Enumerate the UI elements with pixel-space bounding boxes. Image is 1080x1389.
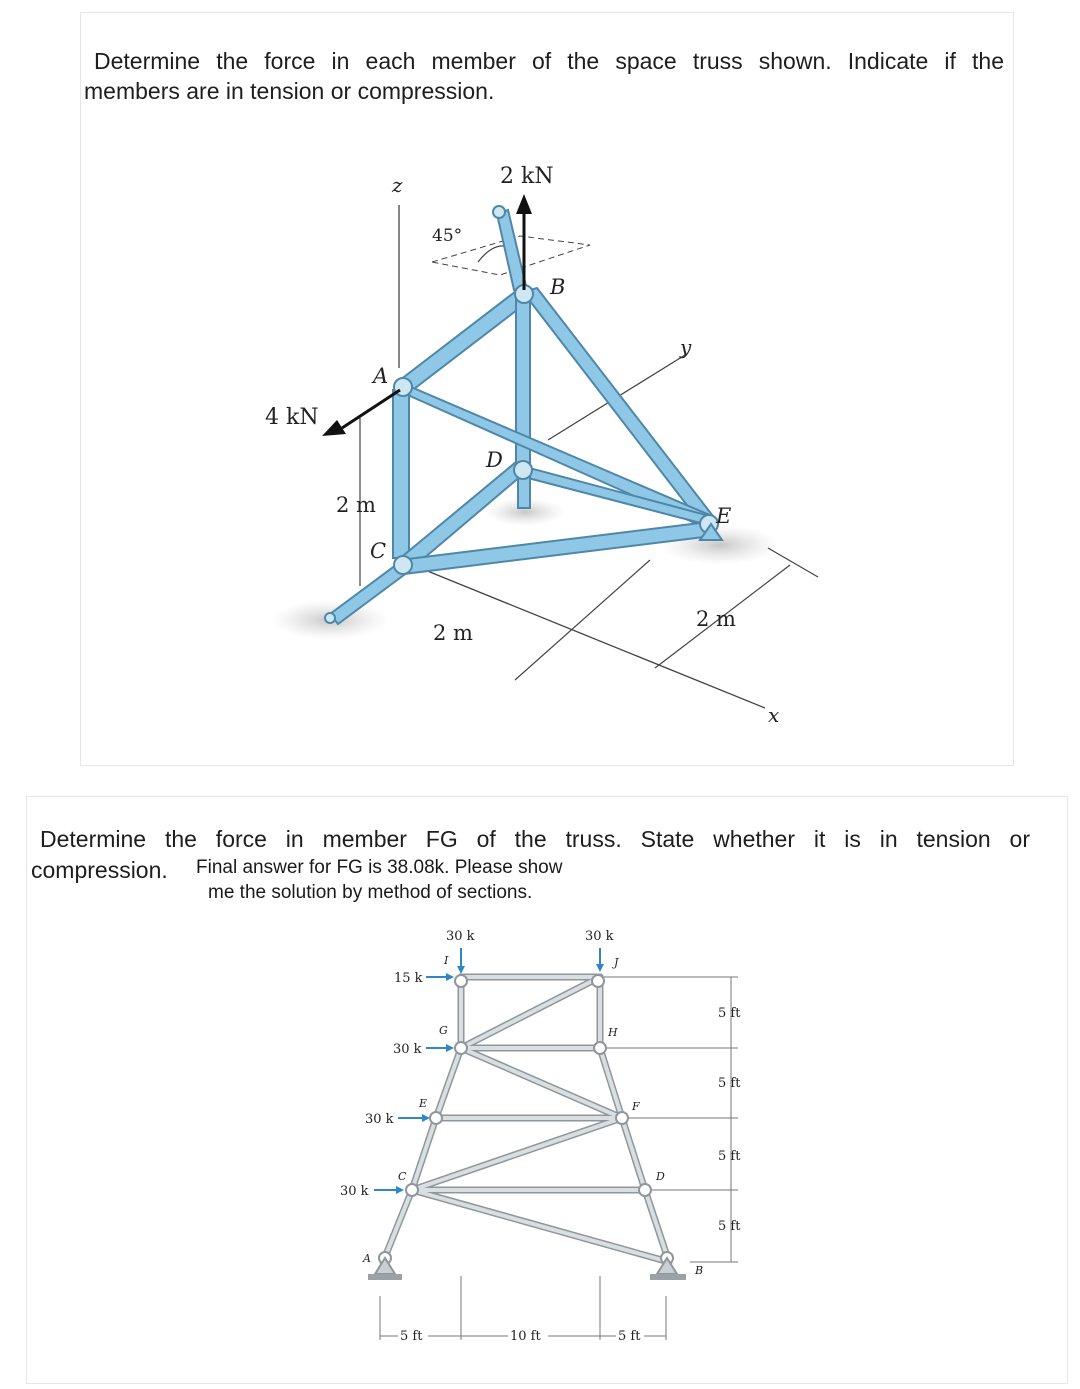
problem-1-statement-line-2: members are in tension or compression. — [84, 78, 495, 104]
side-load-g-label: 30 k — [393, 1042, 422, 1057]
joint-c-label: C — [398, 1170, 407, 1183]
joint-d — [514, 461, 532, 479]
horizontal-dim-3: 5 ft — [618, 1329, 641, 1344]
angle-label: 45° — [432, 226, 463, 246]
joint-c-support — [325, 613, 335, 623]
top-load-j-label: 30 k — [585, 929, 614, 944]
joint-g-label: G — [439, 1024, 448, 1037]
load-2kn-label: 2 kN — [500, 164, 554, 189]
joint-c — [394, 556, 412, 574]
problem-2-statement-line-2: compression. — [31, 857, 168, 883]
joint-e-label: E — [716, 504, 732, 528]
base-dimension-label: 2 m — [433, 621, 473, 645]
y-axis-label: y — [680, 335, 692, 359]
joint-f-label: F — [632, 1100, 640, 1113]
joint-c-label: C — [370, 539, 387, 563]
answer-note-line-2: me the solution by method of sections. — [208, 882, 533, 903]
side-load-c-label: 30 k — [340, 1184, 369, 1199]
answer-note-line-1: Final answer for FG is 38.08k. Please show — [196, 857, 563, 878]
base-dimension-line — [515, 560, 650, 680]
side-load-15k-label: 15 k — [394, 971, 423, 986]
problem-2-panel — [26, 796, 1068, 1384]
joint-b-label: B — [550, 275, 566, 299]
vertical-dim-2: 5 ft — [718, 1076, 741, 1091]
member-ac — [393, 390, 409, 558]
top-load-i-label: 30 k — [446, 929, 475, 944]
joint-d-label: D — [656, 1170, 665, 1183]
horizontal-dim-2: 10 ft — [510, 1329, 541, 1344]
horizontal-dim-1: 5 ft — [400, 1329, 423, 1344]
member-b-link — [497, 210, 526, 290]
joint-i-label: I — [444, 954, 449, 967]
joint-b-top — [493, 206, 505, 218]
joint-b-label: B — [695, 1264, 704, 1277]
depth-dimension-label: 2 m — [696, 607, 736, 631]
joint-j-label: J — [614, 956, 619, 969]
member-ab — [400, 288, 530, 392]
joint-d-label: D — [486, 448, 503, 472]
side-load-e-label: 30 k — [365, 1112, 394, 1127]
vertical-dim-4: 5 ft — [718, 1219, 741, 1234]
vertical-dim-3: 5 ft — [718, 1149, 741, 1164]
force-4kn-line — [342, 390, 400, 428]
problem-2-statement-line-1: Determine the force in member FG of the truss. State whether it is in tension or — [40, 826, 1030, 852]
load-4kn-label: 4 kN — [265, 405, 319, 430]
joint-a-label: A — [373, 364, 389, 388]
force-2kn-arrowhead — [516, 194, 532, 214]
z-axis-label: z — [392, 173, 403, 197]
joint-e-label: E — [419, 1097, 428, 1110]
vertical-dim-1: 5 ft — [718, 1006, 741, 1021]
joint-h-label: H — [608, 1026, 618, 1039]
x-axis-label: x — [768, 703, 780, 727]
problem-1-statement-line-1: Determine the force in each member of the space truss shown. Indicate if the — [94, 48, 1004, 74]
height-dimension-label: 2 m — [336, 493, 376, 517]
joint-a-label: A — [363, 1252, 371, 1265]
